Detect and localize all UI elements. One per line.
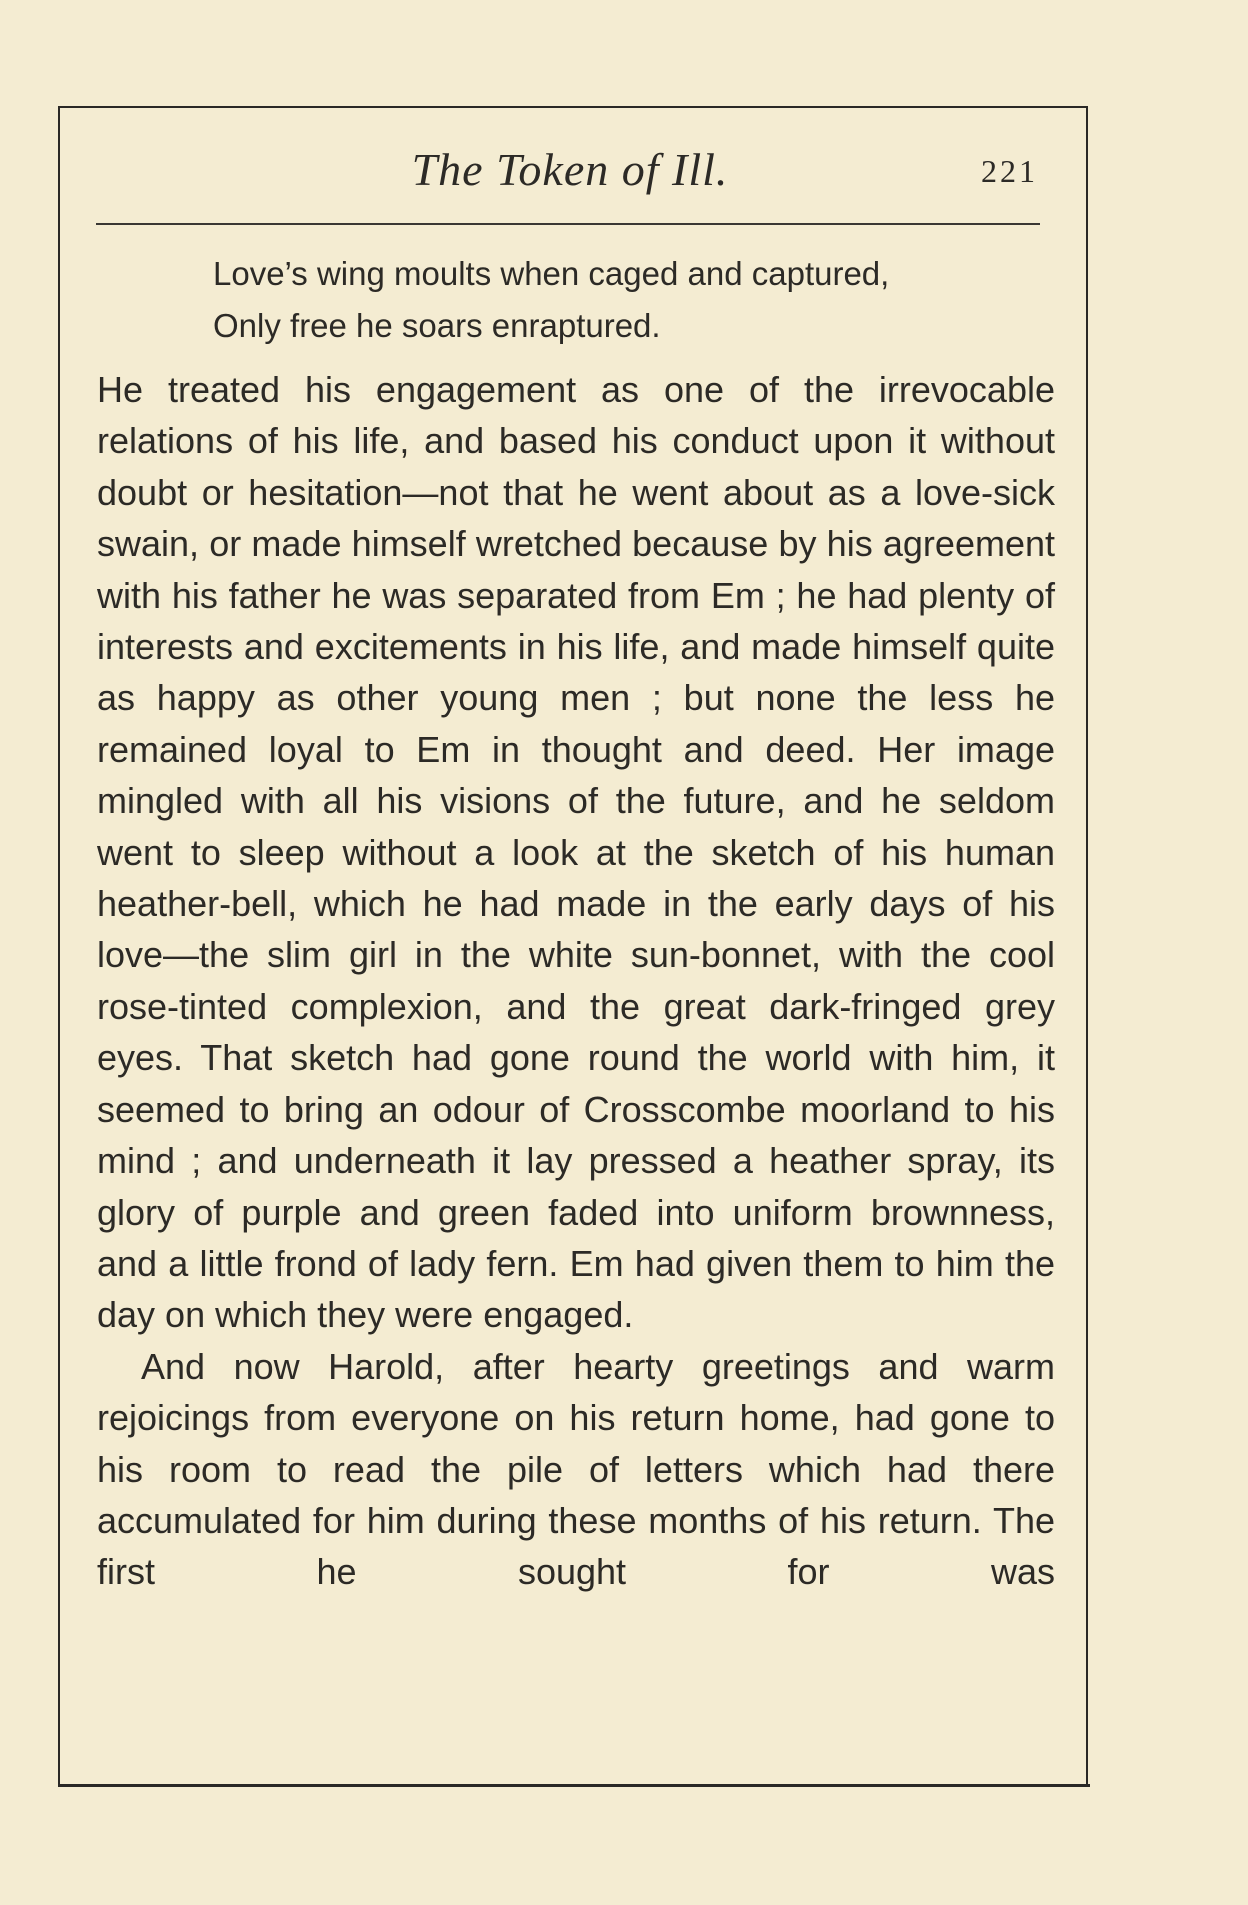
- running-head: [96, 140, 1044, 200]
- verse-couplet: [213, 248, 1043, 352]
- verse-line: Only free he soars enraptured.: [213, 307, 661, 344]
- page-border-bottom: [58, 1784, 1090, 1787]
- running-title: The Token of Ill.: [411, 144, 729, 195]
- body-text: [97, 364, 1055, 1598]
- page-number: 221: [981, 153, 1038, 189]
- header-rule: [96, 223, 1040, 225]
- paragraph: He treated his engagement as one of the irrevocable relations of his life, and based his conduct upon it without doubt or hesitation—not that he went about as a love-sick swain, or made himself wretched because by his agreement with his father he was separated from Em ; he had plenty of interests and excitements in his life, and made himself quite as happy as other young men ; but none the less he remained loyal to Em in thought and deed. Her image mingled with all his visions of the future, and he seldom went to sleep without a look at the sketch of his human heather-bell, which he had made in the early days of his love—the slim girl in the white sun-bonnet, with the cool rose-tinted complexion, and the great dark-fringed grey eyes. That sketch had gone round the world with him, it seemed to bring an odour of Crosscombe moorland to his mind ; and underneath it lay pressed a heather spray, its glory of purple and green faded into uniform brownness, and a little frond of lady fern. Em had given them to him the day on which they were engaged.: [97, 369, 1055, 1336]
- paragraph: And now Harold, after hearty greetings and warm rejoicings from everyone on his return home, had gone to his room to read the pile of letters which had there accumulated for him during these months of his return. The first he sought for was: [97, 1345, 1055, 1593]
- verse-line: Love’s wing moults when caged and captured,: [213, 255, 890, 292]
